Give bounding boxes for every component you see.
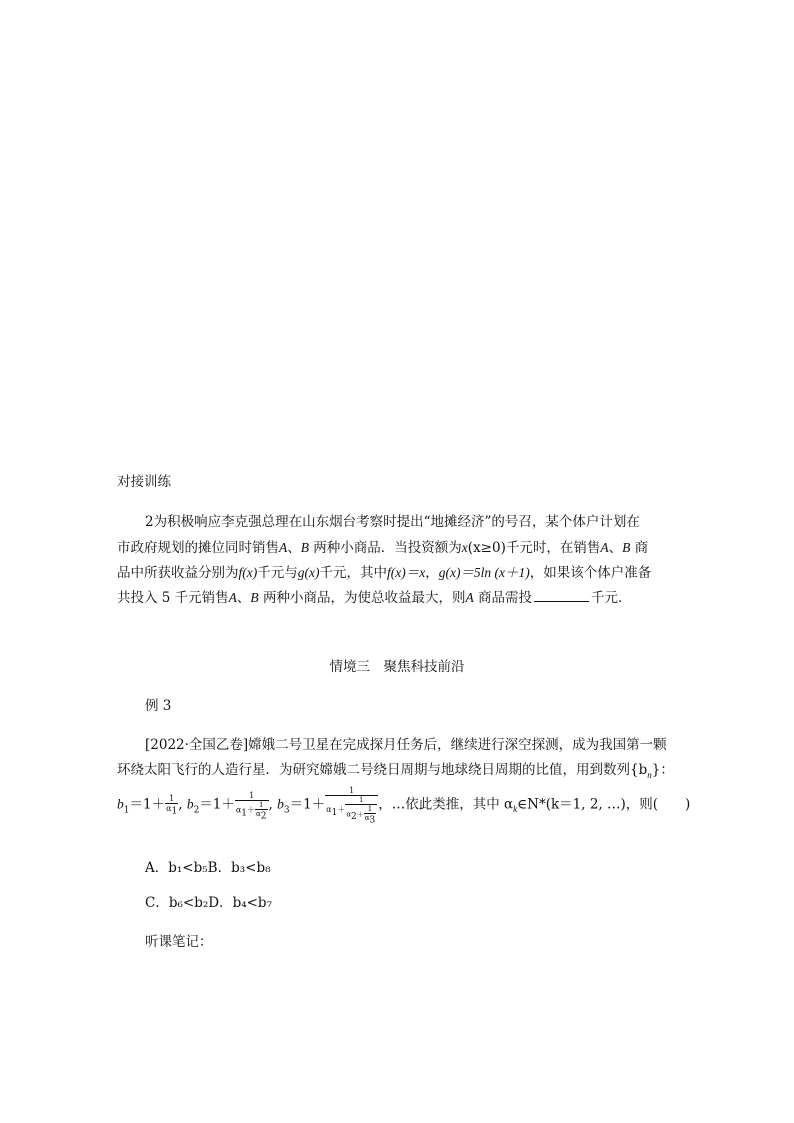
ex3-line-2: 环绕太阳飞行的人造行星．为研究嫦娥二号绕日周期与地球绕日周期的比值，用到数列$\{b_n\}$：: [117, 762, 674, 780]
section-practice-heading: 对接训练: [117, 474, 171, 490]
example-label: 例 3: [145, 698, 172, 714]
option-a-b: A．b₁<b₅B．b₃<b₈: [145, 860, 271, 876]
ex3-formula: $b_1=1+$ $\frac{1}{\alpha_1}$ , $b_2=1+$ 1 $\alpha_1+$ $\frac{1}{\alpha_2}$ , $b_3=1+$ 1 $\alpha_1+$ 1 $\alpha_2+$ $\frac{1}{\alpha_3}$ ，…依此类推，其中 $\alpha_k\in N*(k=1$, 2, …)，则( ): [117, 786, 691, 826]
answer-blank: [534, 589, 589, 602]
scenario-title: 情境三 聚焦科技前沿: [329, 659, 465, 675]
q2-line-1: 2为积极响应李克强总理在山东烟台考察时提出“地摊经济”的号召，某个体户计划在: [145, 514, 640, 530]
option-c-d: C．b₆<b₂D．b₄<b₇: [145, 895, 272, 911]
q2-line-4: 共投入 5 千元销售A、B 两种小商品，为使总收益最大，则A 商品需投 千元．: [117, 590, 632, 606]
notes-label: 听课笔记：: [145, 934, 213, 950]
q2-line-2: 市政府规划的摊位同时销售A、B 两种小商品．当投资额为x(x≥0)千元时，在销售A、B 商: [117, 540, 649, 556]
q2-line-3: 品中所获收益分别为f(x)千元与g(x)千元，其中f(x)＝x，g(x)＝5ln (x＋1)，如果该个体户准备: [117, 565, 652, 581]
ex3-line-1: [2022·全国乙卷]嫦娥二号卫星在完成探月任务后，继续进行深空探测，成为我国第一颗: [145, 737, 667, 753]
